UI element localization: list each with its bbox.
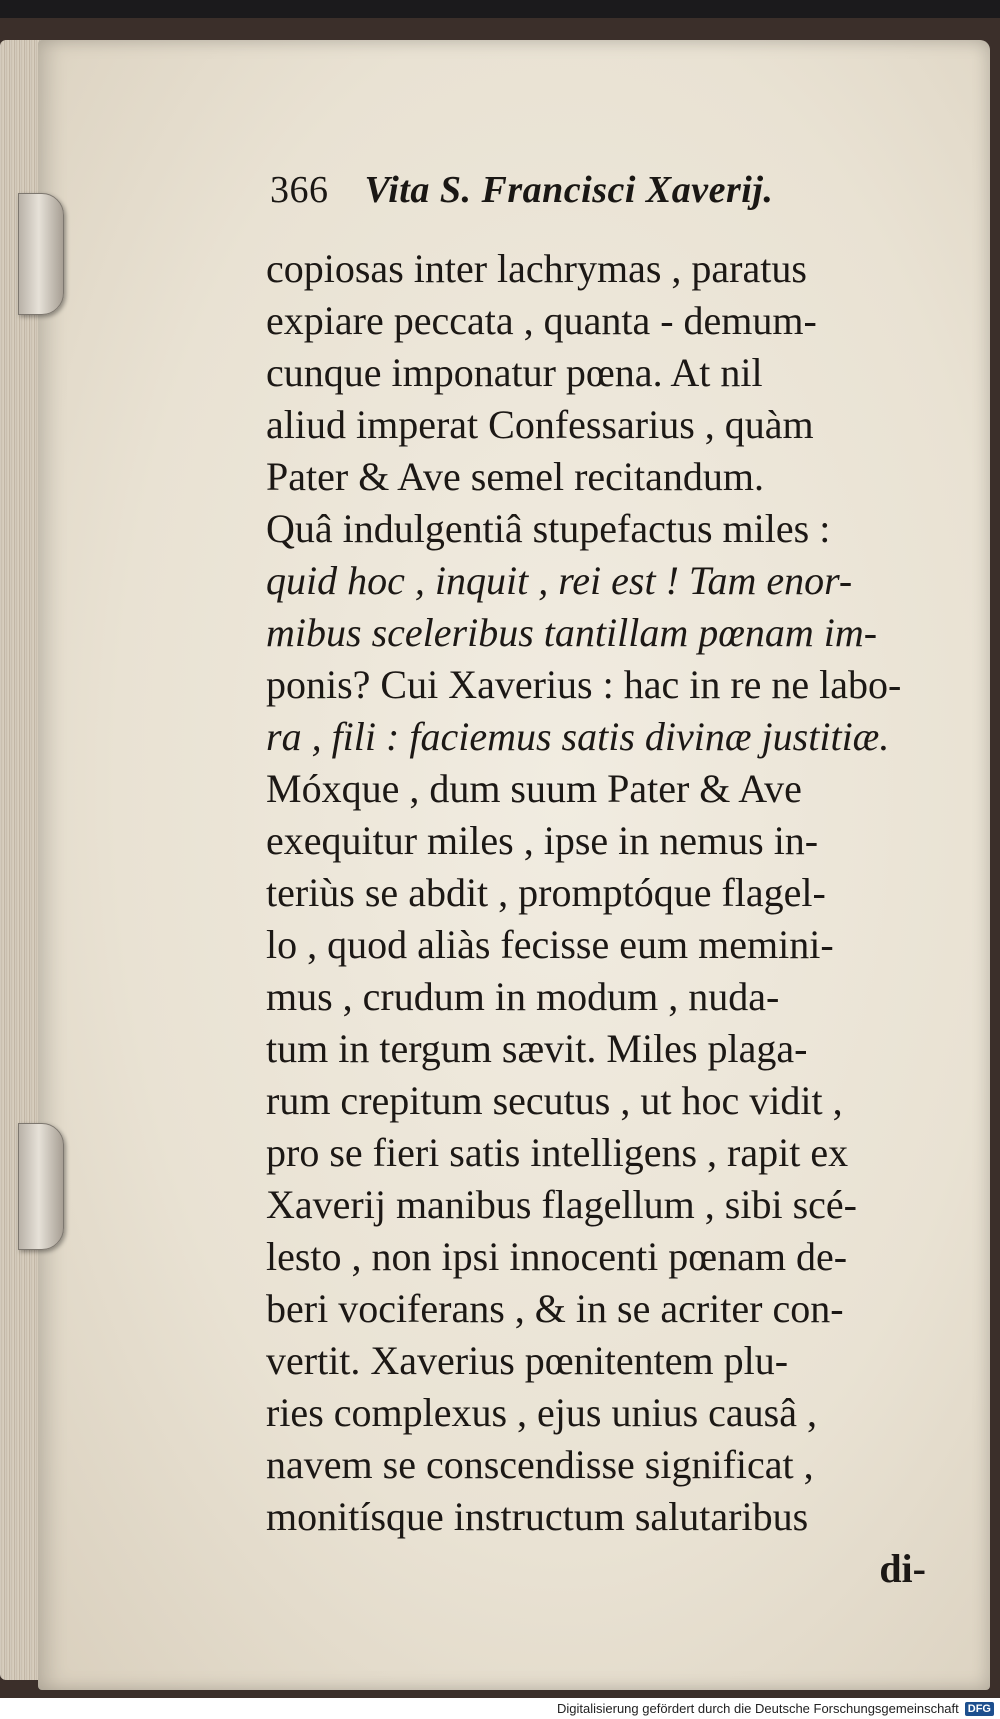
text-line	[266, 503, 926, 555]
text-line	[266, 243, 926, 295]
line-text: aliud imperat Confessarius , quàm	[266, 402, 814, 447]
text-line	[266, 607, 926, 659]
line-text: lesto , non ipsi innocenti pœnam de-	[266, 1234, 848, 1279]
text-line	[266, 971, 926, 1023]
catchword-text: di-	[879, 1546, 926, 1591]
text-line	[266, 451, 926, 503]
line-text: beri vociferans , & in se acriter con-	[266, 1286, 844, 1331]
line-text: ries complexus , ejus unius causâ ,	[266, 1390, 817, 1435]
text-line	[266, 1439, 926, 1491]
text-line	[266, 815, 926, 867]
text-line	[266, 659, 926, 711]
dfg-logo: DFG	[965, 1702, 994, 1716]
page-header	[270, 168, 910, 212]
text-line	[266, 1023, 926, 1075]
line-text: navem se conscendisse significat ,	[266, 1442, 814, 1487]
page-clip-top	[18, 193, 64, 315]
line-text: vertit. Xaverius pœnitentem plu-	[266, 1338, 789, 1383]
text-line	[266, 555, 926, 607]
line-text: exequitur miles , ipse in nemus in-	[266, 818, 819, 863]
text-line	[266, 1179, 926, 1231]
line-text: Xaverij manibus flagellum , sibi scé-	[266, 1182, 857, 1227]
line-text: mibus sceleribus tantillam pœnam im-	[266, 610, 878, 655]
page-clip-bottom	[18, 1123, 64, 1250]
line-text: ponis? Cui Xaverius : hac in re ne labo-	[266, 662, 902, 707]
catchword	[266, 1543, 926, 1595]
text-line	[266, 1127, 926, 1179]
line-text: tum in tergum sævit. Miles plaga-	[266, 1026, 808, 1071]
line-text: copiosas inter lachrymas , paratus	[266, 246, 807, 291]
line-text: ra , fili : faciemus satis divinæ justitiæ.	[266, 714, 890, 759]
text-line	[266, 347, 926, 399]
text-line	[266, 1335, 926, 1387]
digitization-footer	[0, 1698, 1000, 1719]
text-line	[266, 711, 926, 763]
text-line	[266, 1491, 926, 1543]
body-text	[266, 243, 926, 1595]
text-line	[266, 295, 926, 347]
text-line	[266, 1387, 926, 1439]
line-text: Quâ indulgentiâ stupefactus miles :	[266, 506, 831, 551]
line-text: monitísque instructum salutaribus	[266, 1494, 809, 1539]
line-text: expiare peccata , quanta - demum-	[266, 298, 817, 343]
book	[0, 18, 1000, 1698]
footer-text: Digitalisierung gefördert durch die Deutsche Forschungsgemeinschaft	[556, 1701, 959, 1716]
line-text: mus , crudum in modum , nuda-	[266, 974, 780, 1019]
text-line	[266, 1231, 926, 1283]
text-line	[266, 399, 926, 451]
line-text: rum crepitum secutus , ut hoc vidit ,	[266, 1078, 843, 1123]
page-number: 366	[270, 169, 329, 211]
line-text: lo , quod aliàs fecisse eum memini-	[266, 922, 834, 967]
line-text: Pater & Ave semel recitandum.	[266, 454, 764, 499]
line-text: teriùs se abdit , promptóque flagel-	[266, 870, 826, 915]
text-line	[266, 1075, 926, 1127]
running-title: Vita S. Francisci Xaverij.	[364, 169, 774, 211]
line-text: Móxque , dum suum Pater & Ave	[266, 766, 802, 811]
line-text: quid hoc , inquit , rei est ! Tam enor-	[266, 558, 853, 603]
text-line	[266, 919, 926, 971]
text-line	[266, 763, 926, 815]
text-line	[266, 867, 926, 919]
line-text: cunque imponatur pœna. At nil	[266, 350, 763, 395]
line-text: pro se fieri satis intelligens , rapit ex	[266, 1130, 849, 1175]
text-line	[266, 1283, 926, 1335]
